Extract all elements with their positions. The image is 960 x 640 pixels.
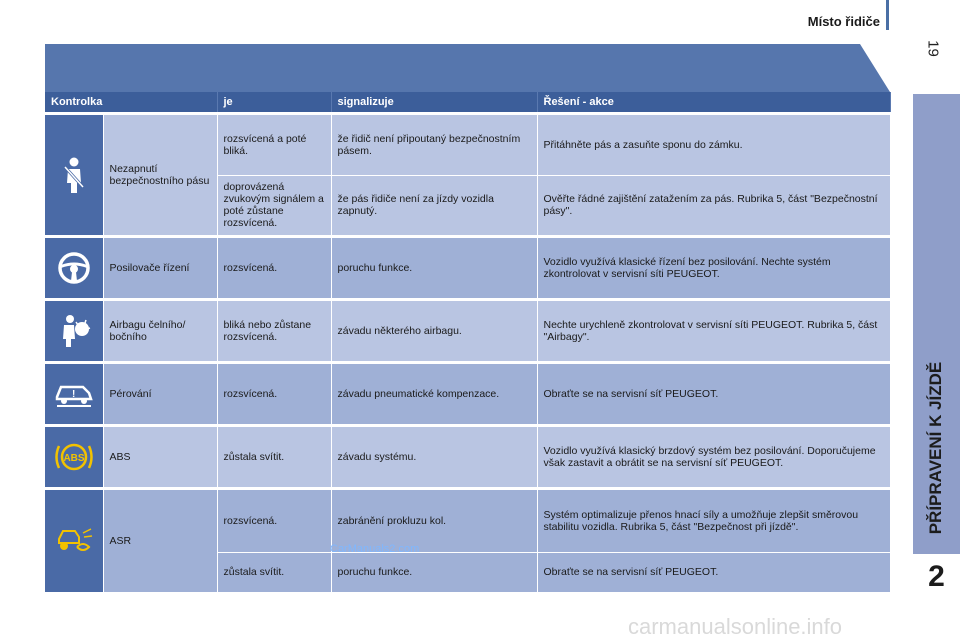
state-cell: zůstala svítit. (217, 427, 331, 487)
table-row (45, 490, 890, 552)
action-cell: Obraťte se na servisní síť PEUGEOT. (537, 364, 890, 424)
section-label: PŘÍPRAVENÍ K JÍZDĚ (926, 361, 945, 535)
steering-wheel-icon (45, 238, 103, 298)
state-cell: doprovázená zvukovým signálem a poté zůstane rozsvícená. (217, 175, 331, 235)
column-header: Kontrolka (45, 92, 217, 112)
table-row (45, 301, 890, 361)
page-header-title: Místo řidiče (807, 14, 880, 29)
state-cell: zůstala svítit. (217, 552, 331, 592)
action-cell: Ověřte řádné zajištění zatažením za pás. Rubrika 5, část "Bezpečnostní pásy". (537, 175, 890, 235)
asr-icon (45, 490, 103, 592)
action-cell: Obraťte se na servisní síť PEUGEOT. (537, 552, 890, 592)
signal-cell: poruchu funkce. (331, 238, 537, 298)
column-header: Řešení - akce (537, 92, 890, 112)
light-name: Nezapnutí bezpečnostního pásu (103, 115, 217, 235)
light-name: ASR (103, 490, 217, 592)
airbag-icon (45, 301, 103, 361)
table-row (45, 115, 890, 175)
light-name: ABS (103, 427, 217, 487)
svg-text:!: ! (71, 389, 76, 400)
chapter-number: 2 (928, 560, 945, 593)
section-side-band (913, 94, 960, 554)
state-cell: rozsvícená a poté bliká. (217, 115, 331, 175)
light-name: Posilovače řízení (103, 238, 217, 298)
signal-cell: že pás řidiče není za jízdy vozidla zapnutý. (331, 175, 537, 235)
state-cell: rozsvícená. (217, 238, 331, 298)
state-cell: rozsvícená. (217, 490, 331, 552)
action-cell: Vozidlo využívá klasický brzdový systém bez posilování. Doporučujeme však zastavit a obrátit se na servisní síť PEUGEOT. (537, 427, 890, 487)
action-cell: Přitáhněte pás a zasuňte sponu do zámku. (537, 115, 890, 175)
action-cell: Nechte urychleně zkontrolovat v servisní síti PEUGEOT. Rubrika 5, část "Airbagy". (537, 301, 890, 361)
action-cell: Systém optimalizuje přenos hnací síly a umožňuje zlepšit směrovou stabilitu vozidla. Rubrika 5, část "Bezpečnost při jízdě". (537, 490, 890, 552)
light-name: Airbagu čelního/ bočního (103, 301, 217, 361)
signal-cell: závadu systému. (331, 427, 537, 487)
seatbelt-icon (45, 115, 103, 235)
column-header: signalizuje (331, 92, 537, 112)
signal-cell: zabránění prokluzu kol. (331, 490, 537, 552)
signal-cell: že řidič není připoutaný bezpečnostním pásem. (331, 115, 537, 175)
column-header: je (217, 92, 331, 112)
action-cell: Vozidlo využívá klasické řízení bez posilování. Nechte systém zkontrolovat v servisní síti PEUGEOT. (537, 238, 890, 298)
watermark-text: carmanualsonline.info (628, 614, 843, 639)
table-row (45, 364, 890, 424)
table-row (45, 427, 890, 487)
signal-cell: závadu některého airbagu. (331, 301, 537, 361)
svg-text:ABS: ABS (63, 453, 85, 464)
page-number: 19 (924, 40, 942, 57)
signal-cell: poruchu funkce. (331, 552, 537, 592)
header-accent-bar (886, 0, 889, 30)
table-header-row (45, 92, 890, 112)
state-cell: bliká nebo zůstane rozsvícená. (217, 301, 331, 361)
abs-icon (45, 427, 103, 487)
signal-cell: závadu pneumatické kompenzace. (331, 364, 537, 424)
table-row (45, 238, 890, 298)
table-title-band (45, 44, 890, 92)
watermark-text: CarManuals2.com (330, 543, 420, 555)
light-name: Pérování (103, 364, 217, 424)
state-cell: rozsvícená. (217, 364, 331, 424)
suspension-icon (45, 364, 103, 424)
warning-lights-table (45, 92, 891, 592)
